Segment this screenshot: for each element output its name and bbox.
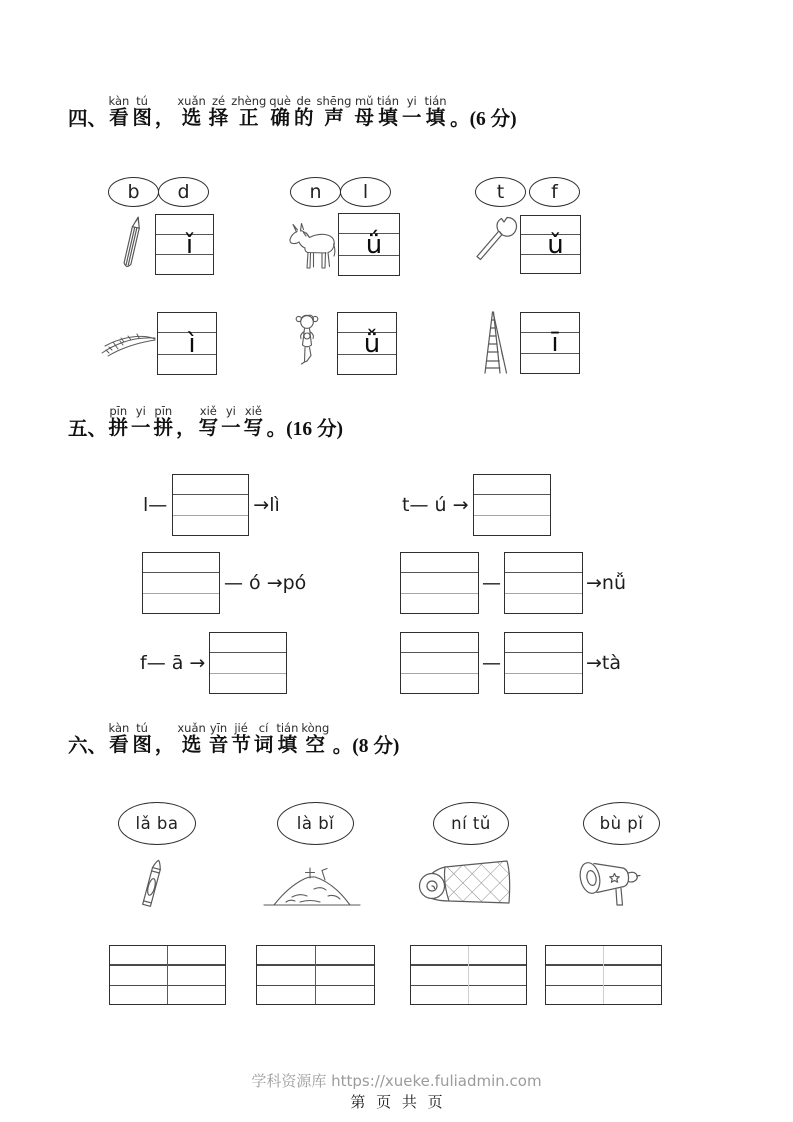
spell-item-fa [140,633,287,693]
answer-writing-grid[interactable] [410,945,527,1005]
spell-prefix: f— ā → [140,652,206,674]
answer-letter: ì [188,328,196,359]
word-label: là bǐ [296,814,335,833]
pinyin-writing-grid[interactable] [400,552,479,614]
dirt-mound-illustration [262,863,362,907]
title-char-pair [107,94,131,130]
pinyin-syllable: kàn [108,94,130,108]
hanzi-char: ， [176,418,196,440]
pinyin-writing-grid[interactable] [337,312,397,375]
title-char-pair [275,721,300,757]
stepladder-illustration [478,310,509,374]
pinyin-syllable: kòng [301,721,330,735]
spell-item-tu [402,475,551,535]
pencil-illustration [115,214,149,274]
section4-number: 四、 [68,108,108,130]
section4-score: 。(6 分) [450,108,517,130]
pinyin-syllable: mǔ [354,94,374,108]
hanzi-char: 一 [221,418,241,440]
hanzi-char: 拼 [153,418,174,440]
section6-score: 。(8 分) [332,735,400,757]
pinyin-writing-grid[interactable] [338,213,400,276]
title-char-pair [207,94,230,130]
hanzi-char: ， [154,735,175,757]
grid-line [143,593,219,594]
title-char-pair [300,721,331,757]
hanzi-char: 拼 [108,418,129,440]
title-char-pair [107,721,131,757]
grid-line [401,572,478,573]
word-label: bù pǐ [599,814,644,833]
spell-connector: — [482,572,501,594]
exercise-item-donkey [290,177,400,276]
section6-header [68,721,399,757]
word-oval-labi[interactable] [277,802,354,845]
hanzi-char: 声 [324,108,344,130]
option-ovals [290,177,400,207]
pinyin-writing-grid[interactable] [172,474,249,536]
hanzi-char: 选 [181,735,202,757]
hanzi-char: 母 [354,108,374,130]
pinyin-syllable: de [296,94,311,108]
title-char-pair [197,404,220,440]
grid-line [143,572,219,573]
pinyin-syllable: yīn [209,721,228,735]
pinyin-syllable: tián [376,94,399,108]
pinyin-writing-grid[interactable] [473,474,551,536]
option-label: d [177,181,190,203]
grid-line [167,946,168,1004]
spell-item-po [142,553,306,613]
spell-suffix: — ó →pó [224,572,307,594]
option-oval-d[interactable] [158,177,209,207]
title-char-pair [175,404,198,440]
hanzi-char: 写 [243,418,264,440]
answer-letter: ī [551,328,559,358]
grid-line [505,572,582,573]
title-char-pair [252,721,275,757]
title-char-pair [176,94,207,130]
spell-item-ta [400,633,621,693]
spell-result: →nǚ [586,572,627,594]
exercise-item-girl [293,312,397,375]
title-char-pair [131,721,154,757]
spell-item-li [143,475,280,535]
word-label: lǎ ba [135,814,179,833]
pinyin-syllable: shēng [316,94,352,108]
option-label: l [362,181,369,203]
word-oval-nitu[interactable] [433,802,509,845]
pinyin-writing-grid[interactable] [504,552,583,614]
pinyin-syllable: xuǎn [177,721,206,735]
word-oval-bupi[interactable] [583,802,660,845]
pinyin-syllable: yi [406,94,417,108]
hanzi-char: 空 [305,735,326,757]
grid-line [505,652,582,653]
answer-writing-grid[interactable] [109,945,226,1005]
hanzi-char: 填 [378,108,398,130]
option-label: b [127,181,140,203]
pinyin-syllable: pīn [109,404,128,418]
title-char-pair [423,94,448,130]
donkey-illustration [288,223,336,273]
option-ovals [108,177,214,207]
hanzi-char: 填 [277,735,298,757]
hanzi-char: ， [154,108,175,130]
source-credit: 学科资源库 https://xueke.fuliadmin.com [251,1072,542,1090]
title-char-pair [230,94,268,130]
exercise-item-axe [475,177,581,274]
axe-illustration [473,215,518,263]
option-oval-t[interactable] [475,177,526,207]
grid-line [474,494,550,495]
section6-number: 六、 [68,735,108,757]
hanzi-char: 词 [253,735,274,757]
grid-line [603,946,604,1004]
title-char-pair [107,404,130,440]
hanzi-char: 看 [109,735,129,757]
pinyin-writing-grid[interactable] [520,215,581,274]
hanzi-char: 图 [132,735,152,757]
title-char-pair [375,94,400,130]
girl-illustration [293,312,321,373]
page-number-line: 第 页 共 页 [350,1095,443,1111]
title-char-pair [220,404,243,440]
pinyin-syllable: tián [424,94,447,108]
hanzi-char: 的 [293,108,314,130]
title-char-pair [353,94,376,130]
exercise-item-pencil [108,177,214,275]
title-char-pair [242,404,265,440]
spell-result: →lì [253,494,280,516]
answer-writing-grid[interactable] [545,945,662,1005]
pinyin-writing-grid[interactable] [157,312,217,375]
option-oval-l[interactable] [340,177,391,207]
word-label: ní tǔ [451,814,491,833]
grid-line [210,673,286,674]
title-char-pair [230,721,253,757]
grid-line [401,673,478,674]
title-char-pair [268,94,293,130]
answer-writing-grid[interactable] [256,945,375,1005]
option-ovals [475,177,581,207]
spell-prefix: l— [143,494,168,516]
spell-item-nv [400,553,626,613]
title-char-pair [130,404,153,440]
title-char-pair [176,721,207,757]
grid-line [401,652,478,653]
hanzi-char: 一 [131,418,151,440]
pinyin-syllable: tián [276,721,299,735]
title-char-pair [292,94,315,130]
option-label: t [496,181,505,203]
title-char-pair [152,404,175,440]
hanzi-char: 一 [402,108,422,130]
section5-header [68,404,343,440]
spell-prefix: t— ú → [402,494,469,516]
pinyin-syllable: cí [258,721,269,735]
pinyin-syllable: zé [211,94,226,108]
title-char-pair [401,94,424,130]
grid-line [173,494,248,495]
title-char-pair [207,721,230,757]
hanzi-char: 写 [198,418,219,440]
pinyin-syllable: tú [136,721,148,735]
pinyin-writing-grid[interactable] [155,214,214,275]
pinyin-syllable: jié [234,721,248,735]
answer-letter: ǔ [547,229,564,260]
grid-line [315,946,316,1004]
hanzi-char: 音 [208,735,229,757]
section5-number: 五、 [68,418,108,440]
grid-line [468,946,469,1004]
title-char-pair [315,94,353,130]
pinyin-writing-grid[interactable] [400,632,479,694]
pinyin-syllable: xiě [244,404,262,418]
hanzi-char: 选 [181,108,202,130]
pinyin-writing-grid[interactable] [520,312,580,374]
answer-letter: ǚ [363,328,381,359]
grid-line [505,673,582,674]
pinyin-syllable: què [269,94,291,108]
hanzi-char: 填 [425,108,446,130]
pinyin-writing-grid[interactable] [209,632,287,694]
option-oval-b[interactable] [108,177,159,207]
answer-letter: ǘ [365,229,383,260]
spell-result: →tà [586,652,622,674]
answer-letter: ǐ [185,229,194,260]
grid-line [474,515,550,516]
pinyin-syllable: pīn [154,404,173,418]
pinyin-syllable: kàn [108,721,130,735]
exercise-item-rice [100,312,217,375]
hanzi-char: 正 [239,108,259,130]
pinyin-writing-grid[interactable] [142,552,220,614]
pinyin-syllable: xuǎn [177,94,206,108]
grid-line [505,593,582,594]
word-oval-laba[interactable] [118,802,196,845]
crayon-illustration [137,857,168,914]
title-char-pair [153,94,176,130]
hanzi-char: 择 [208,108,229,130]
pinyin-syllable: xiě [199,404,217,418]
title-char-pair [153,721,176,757]
option-oval-f[interactable] [529,177,580,207]
pinyin-writing-grid[interactable] [504,632,583,694]
pinyin-syllable: yi [135,404,146,418]
rice-seedling-illustration [100,333,157,357]
hanzi-char: 节 [231,735,251,757]
grid-line [210,652,286,653]
pinyin-syllable: yi [225,404,236,418]
option-label: f [551,181,558,203]
megaphone-illustration [578,858,643,908]
hanzi-char: 确 [270,108,290,130]
title-char-pair [131,94,154,130]
grid-line [401,593,478,594]
section4-header [68,94,517,130]
pinyin-syllable: tú [136,94,148,108]
hanzi-char: 图 [132,108,152,130]
spell-connector: — [482,652,501,674]
grid-line [173,515,248,516]
pinyin-syllable: zhèng [231,94,267,108]
option-label: n [309,181,322,203]
cloth-roll-illustration [417,855,515,911]
exercise-item-ladder [478,310,580,374]
hanzi-char: 看 [109,108,129,130]
section5-score: 。(16 分) [266,418,343,440]
option-oval-n[interactable] [290,177,341,207]
